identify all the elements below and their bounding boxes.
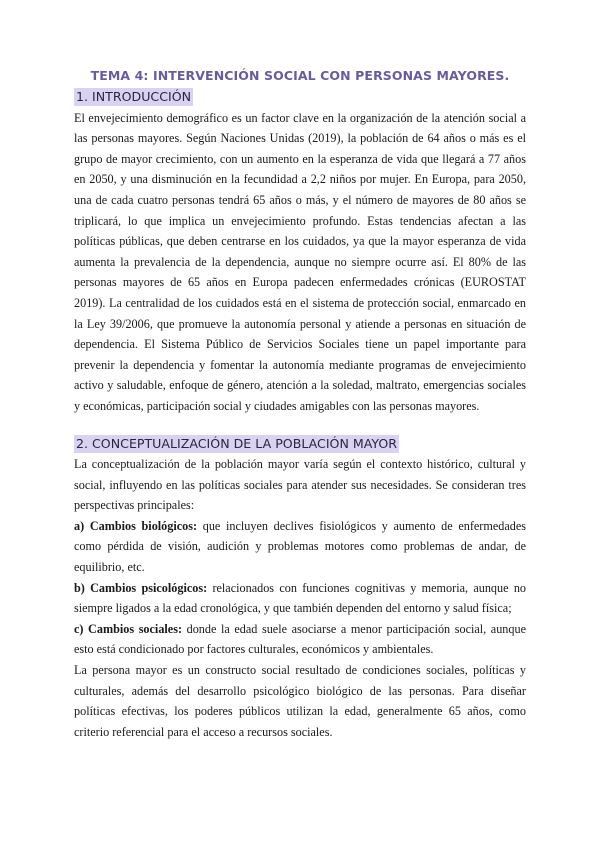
introduccion-paragraph: El envejecimiento demográfico es un factor clave en la organización de la atención social a las personas mayores. Según Naciones Unidas (2019), la población de 64 años o más es el grupo de mayor crecimiento, con un aumento en la esperanza de vida que llegará a 77 años en 2050, y una disminución en la fecundidad a 2,2 niños por mujer. En Europa, para 2050, una de cada cuatro personas tendrá 65 años o más, y el número de mayores de 80 años se triplicará, lo que implica un envejecimiento profundo. Estas tendencias afectan a las políticas públicas, que deben centrarse en los cuidados, ya que la mayor esperanza de vida aumenta la prevalencia de la dependencia, aunque no siempre ocurre así. El 80% de las personas mayores de 65 años en Europa padecen enfermedades crónicas (EUROSTAT 2019). La centralidad de los cuidados está en el sistema de protección social, enmarcado en la Ley 39/2006, que promueve la autonomía personal y atiende a personas en situación de dependencia. El Sistema Público de Servicios Sociales tiene un papel importante para prevenir la dependencia y fomentar la autonomía mediante programas de envejecimiento activo y saludable, enfoque de género, atención a la soledad, maltrato, emergencias sociales y económicas, participación social y ciudades amigables con las personas mayores. [74, 110, 526, 413]
text-cambios-psicologicos: relacionados con funciones cognitivas y memoria, aunque no siempre ligados a la edad cronológica, y que también dependen del entorno y salud física; [74, 580, 527, 616]
text-cambios-biologicos: que incluyen declives fisiológicos y aumento de enfermedades como pérdida de visión, audición y problemas motores como problemas de andar, de equilibrio, etc. [74, 518, 526, 575]
conceptualizacion-intro-paragraph: La conceptualización de la población mayor varía según el contexto histórico, cultural y social, influyendo en las políticas sociales para atender sus necesidades. Se consideran tres perspectivas principales: [74, 457, 526, 513]
list-item-cambios-sociales [74, 619, 526, 660]
document-page [74, 66, 526, 742]
list-item-cambios-psicologicos [74, 578, 526, 619]
document-title: TEMA 4: INTERVENCIÓN SOCIAL CON PERSONAS MAYORES. [90, 68, 510, 83]
text-cambios-sociales: donde la edad suele asociarse a menor participación social, aunque esto está condicionado por factores culturales, económicos y ambientales. [74, 621, 526, 657]
term-cambios-biologicos: a) Cambios biológicos: [74, 518, 198, 533]
term-cambios-sociales: c) Cambios sociales: [74, 621, 183, 636]
list-item-cambios-biologicos [74, 516, 526, 578]
section-heading-conceptualizacion: 2. CONCEPTUALIZACIÓN DE LA POBLACIÓN MAYOR [76, 435, 398, 451]
conceptualizacion-closing-paragraph: La persona mayor es un constructo social resultado de condiciones sociales, políticas y culturales, además del desarrollo psicológico biológico de las personas. Para diseñar políticas efectivas, los poderes públicos utilizan la edad, generalmente 65 años, como criterio referencial para el acceso a recursos sociales. [74, 663, 526, 739]
term-cambios-psicologicos: b) Cambios psicológicos: [74, 580, 208, 595]
section-heading-introduccion: 1. INTRODUCCIÓN [76, 89, 192, 104]
